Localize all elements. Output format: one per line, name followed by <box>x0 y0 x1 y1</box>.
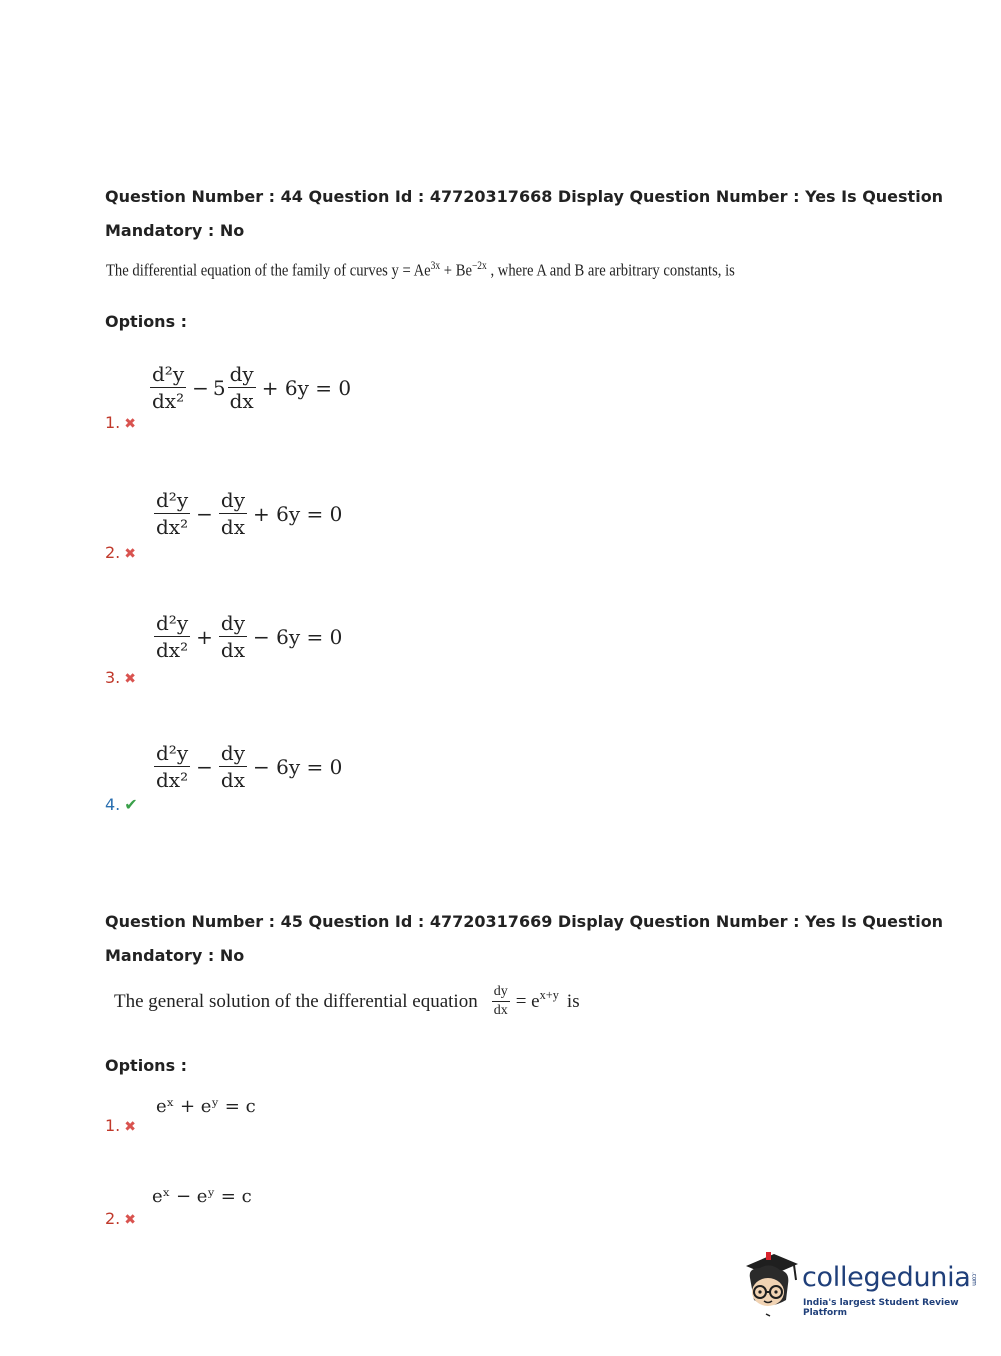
question-45-header-line2: Mandatory : No <box>105 946 245 965</box>
question-44-header-line1: Question Number : 44 Question Id : 47720317668 Display Question Number : Yes Is Question <box>105 187 944 206</box>
question-45-stem <box>114 984 580 1019</box>
frac-numerator: d²y <box>156 741 189 765</box>
first-derivative-fraction <box>228 362 256 413</box>
q45-option-1-number[interactable] <box>105 1116 136 1135</box>
frac-denominator: dx² <box>152 389 185 413</box>
stem-exponent: x+y <box>539 988 559 1002</box>
question-44-header-line2: Mandatory : No <box>105 221 245 240</box>
option-number: 3. <box>105 668 121 687</box>
stem-equals: = e <box>515 990 540 1012</box>
logo-name: collegedunia <box>802 1262 971 1293</box>
first-derivative-fraction <box>219 611 247 662</box>
frac-numerator: d²y <box>156 611 189 635</box>
wrong-mark-icon: ✖ <box>124 416 136 432</box>
question-44-options-label: Options : <box>105 312 188 331</box>
frac-numerator: dy <box>493 984 508 999</box>
operator: − <box>192 375 209 400</box>
logo-wordmark <box>802 1262 978 1293</box>
wrong-mark-icon: ✖ <box>124 671 136 687</box>
logo-tld: .com <box>970 1271 978 1286</box>
frac-denominator: dx <box>229 389 254 413</box>
second-derivative-fraction <box>150 362 186 413</box>
mascot-icon <box>740 1248 802 1318</box>
stem-exponent-2: −2x <box>471 260 487 272</box>
second-derivative-fraction <box>154 741 190 792</box>
operator: − <box>196 754 213 779</box>
question-44-stem <box>106 260 735 281</box>
frac-denominator: dx² <box>156 638 189 662</box>
q44-option-1-number[interactable] <box>105 413 136 432</box>
frac-numerator: dy <box>229 362 254 386</box>
q44-option-4-number[interactable] <box>105 795 138 814</box>
second-derivative-fraction <box>154 488 190 539</box>
equation-tail: + 6y = 0 <box>261 375 352 400</box>
frac-denominator: dx <box>493 1003 508 1018</box>
equation-tail: − 6y = 0 <box>253 754 343 779</box>
q44-option-2-number[interactable] <box>105 543 136 562</box>
stem-text-end: , where A and B are arbitrary constants, is <box>486 260 735 280</box>
stem-text-middle: + Be <box>440 260 472 280</box>
frac-denominator: dx <box>220 515 245 539</box>
coefficient: 5 <box>212 375 226 400</box>
correct-check-icon: ✔ <box>124 795 138 814</box>
frac-denominator: dx² <box>156 515 189 539</box>
frac-numerator: dy <box>220 741 245 765</box>
option-number: 4. <box>105 795 121 814</box>
q44-option-4-equation <box>152 741 346 792</box>
frac-numerator: dy <box>220 488 245 512</box>
operator: − <box>196 501 213 526</box>
question-45-header-line1: Question Number : 45 Question Id : 47720317669 Display Question Number : Yes Is Question <box>105 912 944 931</box>
frac-numerator: d²y <box>152 362 185 386</box>
q44-option-3-equation <box>152 611 346 662</box>
second-derivative-fraction <box>154 611 190 662</box>
q44-option-2-equation <box>152 488 346 539</box>
equation-tail: + 6y = 0 <box>253 501 343 526</box>
wrong-mark-icon: ✖ <box>124 1119 136 1135</box>
first-derivative-fraction <box>219 488 247 539</box>
frac-denominator: dx² <box>156 768 189 792</box>
wrong-mark-icon: ✖ <box>124 1212 136 1228</box>
frac-numerator: dy <box>220 611 245 635</box>
dy-dx-fraction <box>492 984 510 1019</box>
option-number: 1. <box>105 1116 121 1135</box>
stem-text: The general solution of the differential equation <box>114 990 478 1012</box>
frac-numerator: d²y <box>156 488 189 512</box>
q44-option-1-equation <box>148 362 355 413</box>
q45-option-2-equation: eˣ − eʸ = c <box>152 1186 252 1207</box>
q45-option-2-number[interactable] <box>105 1209 136 1228</box>
question-45-options-label: Options : <box>105 1056 188 1075</box>
option-number: 2. <box>105 543 121 562</box>
equation-tail: − 6y = 0 <box>253 624 343 649</box>
option-number: 1. <box>105 413 121 432</box>
frac-denominator: dx <box>220 638 245 662</box>
frac-denominator: dx <box>220 768 245 792</box>
stem-exponent-1: 3x <box>430 260 441 272</box>
first-derivative-fraction <box>219 741 247 792</box>
option-number: 2. <box>105 1209 121 1228</box>
logo-tagline: India's largest Student Review Platform <box>803 1298 959 1318</box>
wrong-mark-icon: ✖ <box>124 546 136 562</box>
q44-option-3-number[interactable] <box>105 668 136 687</box>
stem-text-start: The differential equation of the family of curves y = Ae <box>106 260 431 280</box>
stem-end: is <box>566 990 580 1012</box>
q45-option-1-equation: eˣ + eʸ = c <box>156 1096 256 1117</box>
operator: + <box>196 624 213 649</box>
